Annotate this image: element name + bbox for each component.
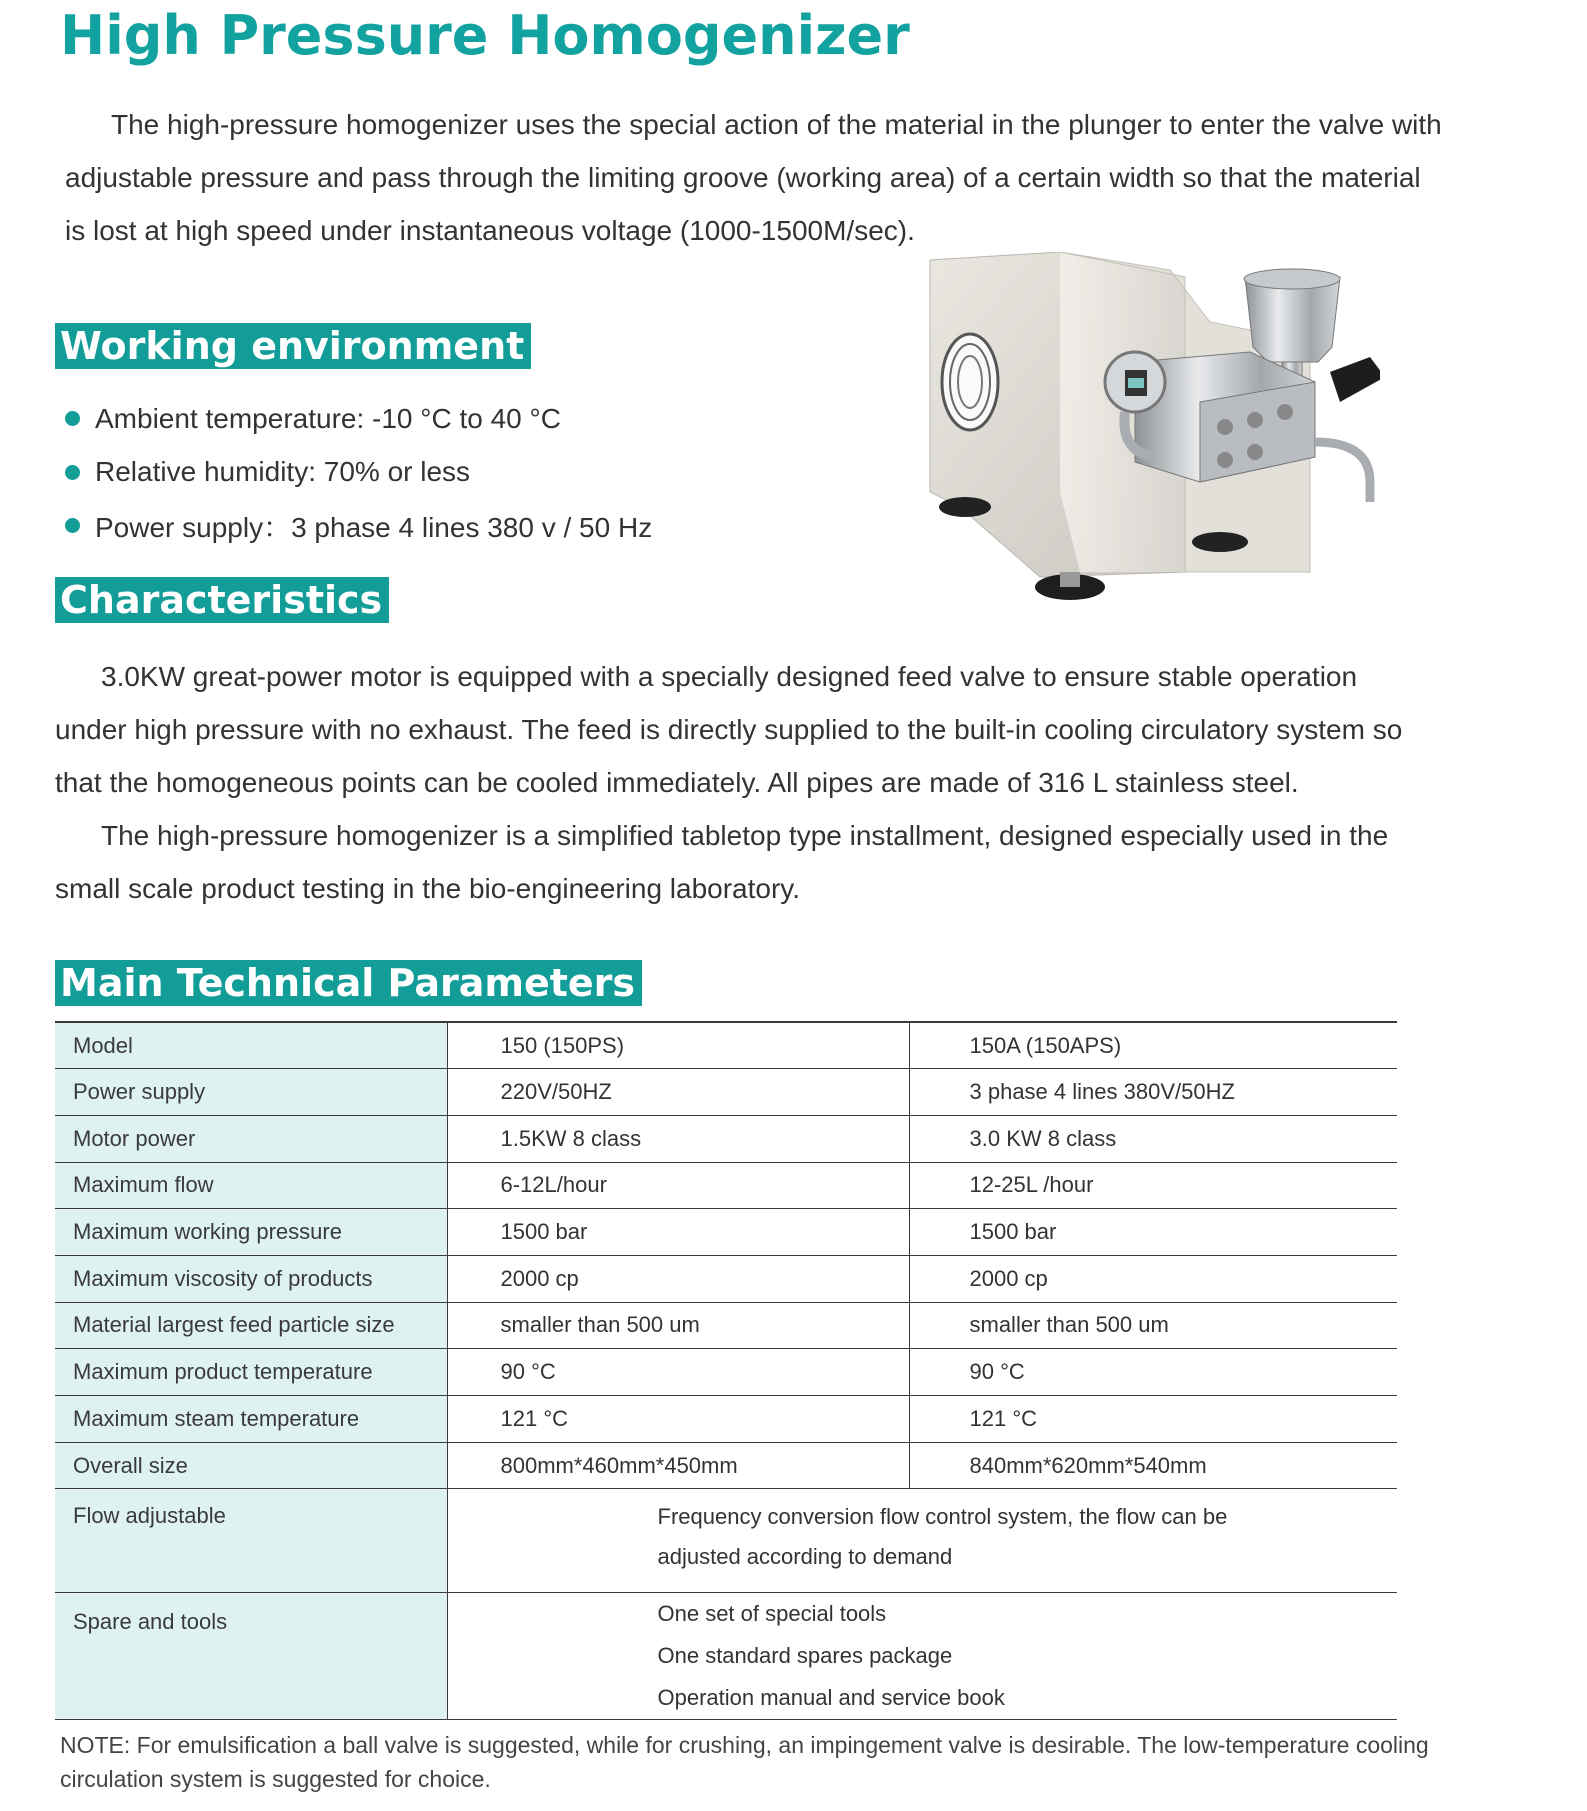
technical-parameters-heading: Main Technical Parameters — [55, 960, 642, 1006]
table-row-flow-adjustable: Flow adjustable Frequency conversion flow control system, the flow can be adjusted according to demand — [55, 1489, 1397, 1593]
table-row: Maximum steam temperature 121 °C 121 °C — [55, 1396, 1397, 1443]
intro-line: is lost at high speed under instantaneous voltage (1000-1500M/sec). — [65, 215, 915, 246]
working-environment-heading: Working environment — [55, 323, 531, 369]
characteristics-heading: Characteristics — [55, 577, 389, 623]
table-row: Power supply 220V/50HZ 3 phase 4 lines 380V/50HZ — [55, 1069, 1397, 1116]
table-row: Maximum working pressure 1500 bar 1500 bar — [55, 1209, 1397, 1256]
intro-paragraph — [65, 98, 1445, 257]
characteristics-paragraph-1: 3.0KW great-power motor is equipped with a specially designed feed valve to ensure stable operation under high pressure with no exhaust. The feed is directly supplied to the built-in cooling circulatory system so that the homogeneous points can be cooled immediately. All pipes are made of 316 L stainless steel. The high-pressure homogenizer is a simplified tabletop type installment, designed especially used in the small scale product testing in the bio-engineering laboratory. — [55, 661, 1403, 904]
bullet-icon — [65, 465, 80, 480]
intro-line: adjustable pressure and pass through the limiting groove (working area) of a certain width so that the material — [65, 162, 1421, 193]
technical-parameters-table — [55, 1021, 1397, 1720]
list-item: Ambient temperature: -10 °C to 40 °C — [65, 392, 652, 446]
bullet-icon — [65, 518, 80, 533]
table-row: Material largest feed particle size smaller than 500 um smaller than 500 um — [55, 1302, 1397, 1349]
footnote: NOTE: For emulsification a ball valve is suggested, while for crushing, an impingement valve is desirable. The low-temperature cooling circulation system is suggested for choice. — [60, 1732, 1429, 1792]
table-row: Motor power 1.5KW 8 class 3.0 KW 8 class — [55, 1115, 1397, 1162]
list-item: Relative humidity: 70% or less — [65, 446, 652, 500]
table-row: Overall size 800mm*460mm*450mm 840mm*620mm*540mm — [55, 1442, 1397, 1489]
intro-line: The high-pressure homogenizer uses the special action of the material in the plunger to enter the valve with — [111, 109, 1442, 140]
homogenizer-product-image — [920, 252, 1380, 642]
table-row: Maximum viscosity of products 2000 cp 2000 cp — [55, 1255, 1397, 1302]
table-row: Maximum flow 6-12L/hour 12-25L /hour — [55, 1162, 1397, 1209]
table-row-spare-tools: Spare and tools One set of special tools One standard spares package Operation manual and service book — [55, 1593, 1397, 1720]
page-title: High Pressure Homogenizer — [60, 4, 910, 67]
list-item: Power supply：3 phase 4 lines 380 v / 50 Hz — [65, 499, 652, 553]
table-row: Maximum product temperature 90 °C 90 °C — [55, 1349, 1397, 1396]
table-row: Model 150 (150PS) 150A (150APS) — [55, 1022, 1397, 1069]
bullet-icon — [65, 411, 80, 426]
working-environment-list — [65, 392, 652, 553]
